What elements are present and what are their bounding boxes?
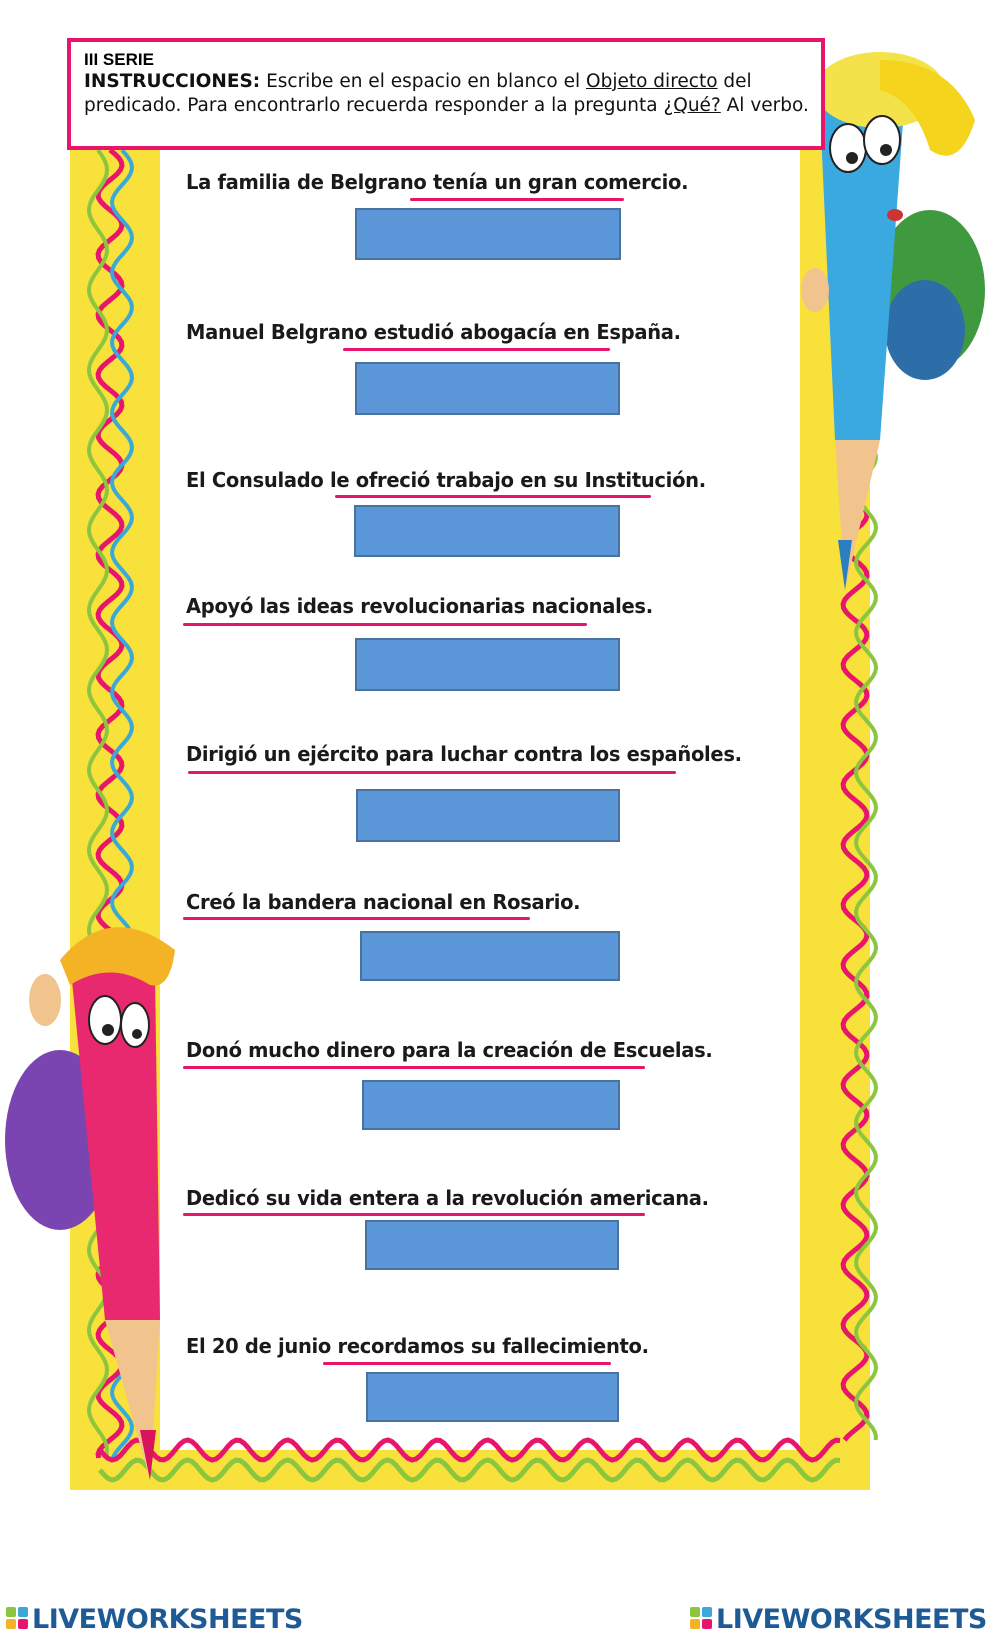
logo-text-left: LIVEWORKSHEETS <box>32 1603 303 1635</box>
answer-input-2[interactable] <box>357 364 618 413</box>
answer-input-9[interactable] <box>368 1374 617 1420</box>
sentence-8: Dedicó su vida entera a la revolución americana. <box>186 1186 709 1211</box>
liveworksheets-grid-icon <box>690 1607 714 1631</box>
liveworksheets-grid-icon <box>6 1607 30 1631</box>
answer-input-1[interactable] <box>357 210 619 258</box>
predicate-underline-2 <box>343 348 610 351</box>
sentence-6: Creó la bandera nacional en Rosario. <box>186 890 581 915</box>
predicate-underline-9 <box>323 1362 611 1365</box>
instructions-text-part-1: Escribe en el espacio en blanco el <box>260 71 587 92</box>
logo-text-right: LIVEWORKSHEETS <box>716 1603 987 1635</box>
answer-input-3[interactable] <box>356 507 618 555</box>
answer-box-1[interactable] <box>355 208 621 260</box>
answer-box-8[interactable] <box>365 1220 619 1270</box>
answer-box-5[interactable] <box>356 789 620 842</box>
predicate-underline-5 <box>188 771 676 774</box>
instructions-box <box>67 38 825 150</box>
serie-heading: III SERIE <box>84 50 154 69</box>
answer-box-2[interactable] <box>355 362 620 415</box>
sentence-4: Apoyó las ideas revolucionarias nacionales. <box>186 594 653 619</box>
liveworksheets-logo-left <box>6 1601 303 1637</box>
answer-box-3[interactable] <box>354 505 620 557</box>
predicate-underline-6 <box>183 917 530 920</box>
answer-input-5[interactable] <box>358 791 618 840</box>
instructions-text-part-3: Al verbo. <box>720 95 809 116</box>
answer-input-8[interactable] <box>367 1222 617 1268</box>
sentence-9: El 20 de junio recordamos su fallecimiento. <box>186 1334 649 1359</box>
predicate-underline-4 <box>183 623 587 626</box>
sentence-1: La familia de Belgrano tenía un gran comercio. <box>186 170 689 195</box>
answer-input-7[interactable] <box>364 1082 618 1128</box>
predicate-underline-3 <box>335 495 651 498</box>
instructions-label: INSTRUCCIONES: <box>84 71 261 92</box>
predicate-underline-1 <box>410 198 624 201</box>
sentence-3: El Consulado le ofreció trabajo en su Institución. <box>186 468 706 493</box>
answer-box-4[interactable] <box>355 638 620 691</box>
instructions-text-part-2: del predicado. Para encontrarlo recuerda responder a la pregunta <box>84 71 752 116</box>
answer-input-6[interactable] <box>362 933 618 979</box>
answer-box-9[interactable] <box>366 1372 619 1422</box>
que-question-term: ¿Qué? <box>663 95 721 116</box>
answer-box-7[interactable] <box>362 1080 620 1130</box>
liveworksheets-logo-right <box>690 1601 987 1637</box>
sentence-2: Manuel Belgrano estudió abogacía en España. <box>186 320 681 345</box>
answer-input-4[interactable] <box>357 640 618 689</box>
sentence-5: Dirigió un ejército para luchar contra los españoles. <box>186 742 742 767</box>
predicate-underline-7 <box>183 1066 645 1069</box>
instructions-text <box>84 70 809 118</box>
objeto-directo-term: Objeto directo <box>586 71 718 92</box>
answer-box-6[interactable] <box>360 931 620 981</box>
predicate-underline-8 <box>183 1213 645 1216</box>
sentence-7: Donó mucho dinero para la creación de Escuelas. <box>186 1038 713 1063</box>
